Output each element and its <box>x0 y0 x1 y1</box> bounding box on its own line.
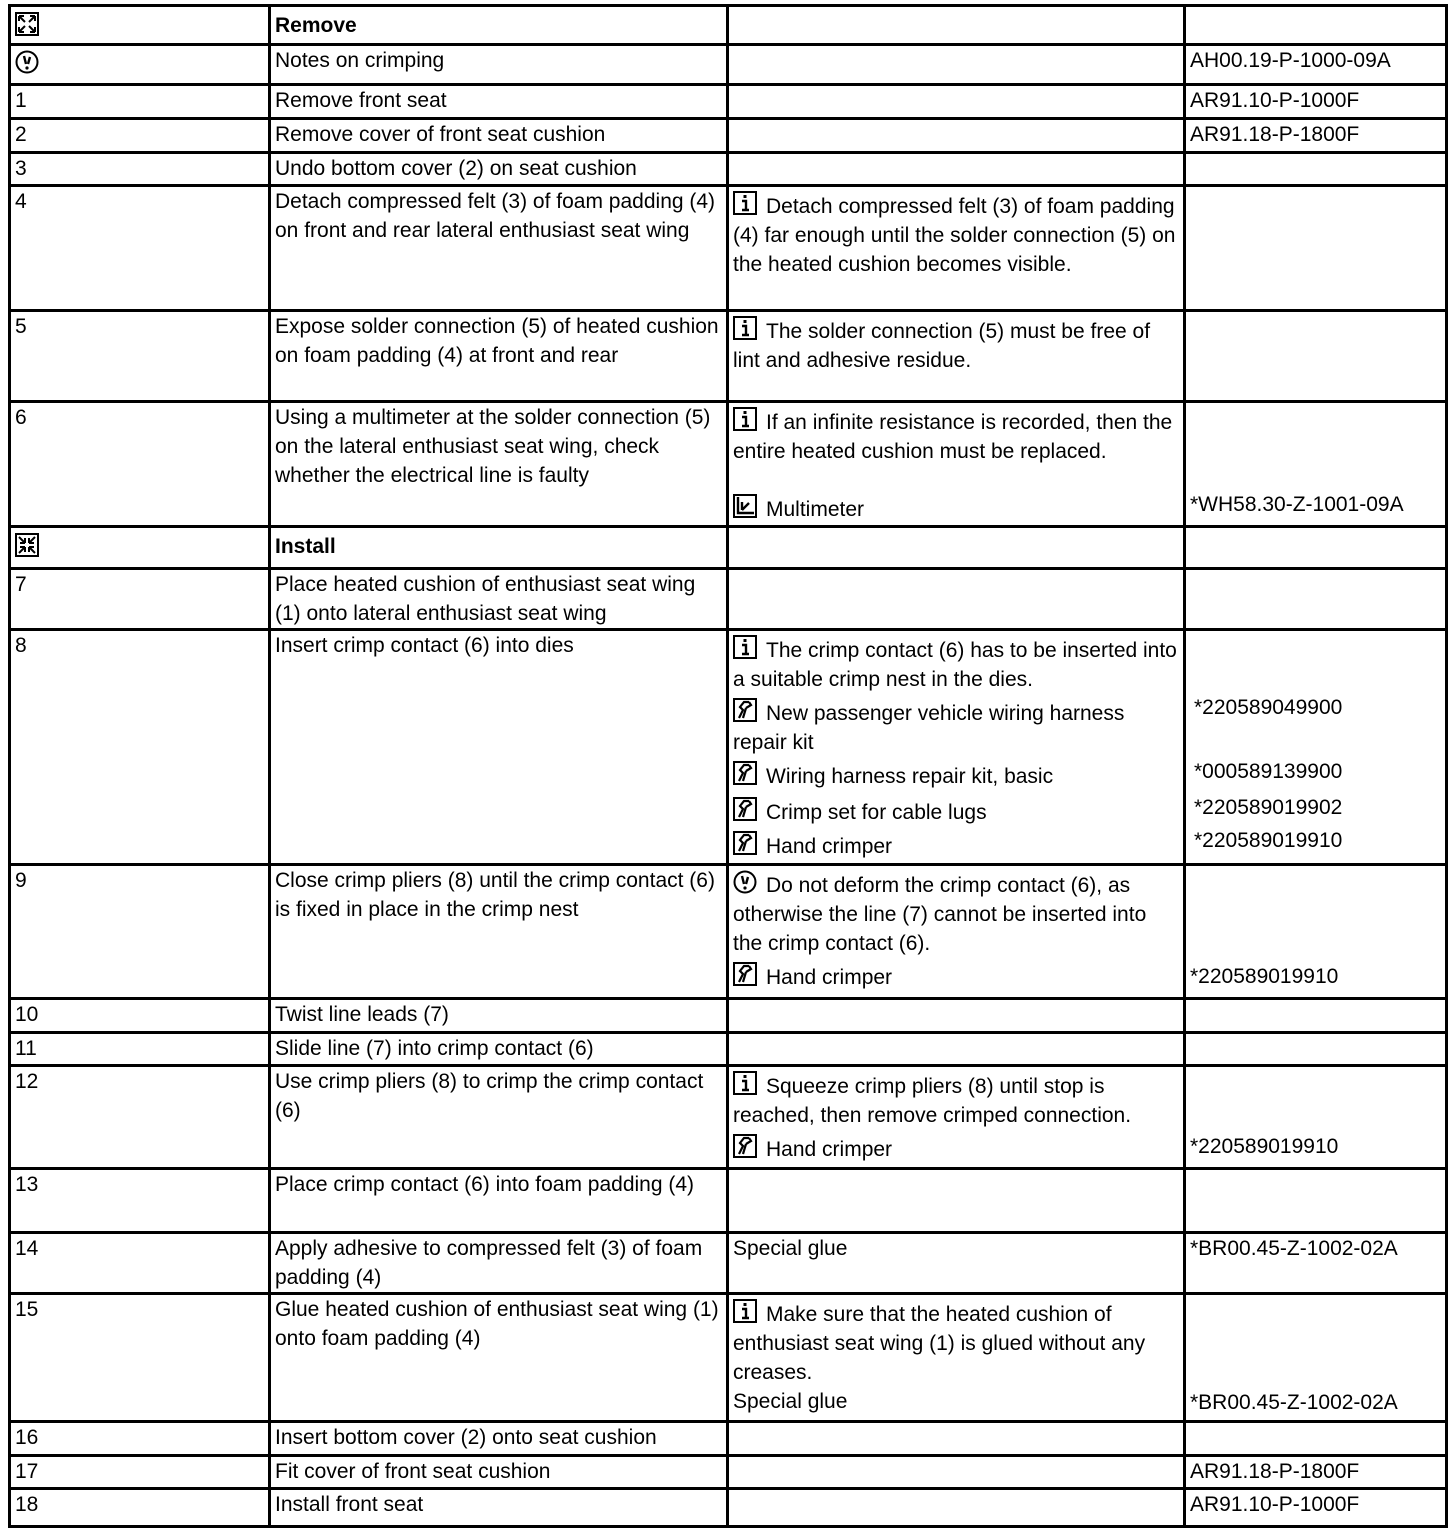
ref-cell <box>1185 1294 1447 1422</box>
note-text: Squeeze crimp pliers (8) until stop is reached, then remove crimped connection. <box>733 1075 1132 1127</box>
info-icon <box>733 1071 757 1095</box>
ref-cell <box>1185 402 1447 527</box>
tool-name: Crimp set for cable lugs <box>766 801 987 824</box>
step-number: 13 <box>10 1169 270 1233</box>
cell <box>728 1489 1185 1527</box>
ref-cell <box>1185 865 1447 999</box>
step-text: Remove cover of front seat cushion <box>270 119 728 153</box>
cell <box>1185 569 1447 630</box>
section-title-install: Install <box>270 527 728 569</box>
cell <box>728 1422 1185 1456</box>
table-row <box>10 1456 1447 1489</box>
step-text: Close crimp pliers (8) until the crimp contact (6) is fixed in place in the crimp nest <box>270 865 728 999</box>
table-row <box>10 119 1447 153</box>
cell <box>1185 527 1447 569</box>
info-icon <box>733 191 757 215</box>
remove-icon <box>15 12 39 36</box>
step-text: Apply adhesive to compressed felt (3) of foam padding (4) <box>270 1233 728 1294</box>
test-equipment-icon <box>733 494 757 518</box>
table-row <box>10 569 1447 630</box>
step-number: 11 <box>10 1033 270 1066</box>
step-number: 17 <box>10 1456 270 1489</box>
table-row <box>10 999 1447 1033</box>
cell <box>1185 311 1447 402</box>
tool-name: Hand crimper <box>766 835 893 858</box>
step-number: 1 <box>10 85 270 119</box>
reference-link[interactable]: *BR00.45-Z-1002-02A <box>1185 1233 1447 1294</box>
note-text: The solder connection (5) must be free of lint and adhesive residue. <box>733 320 1151 372</box>
install-icon <box>15 533 39 557</box>
step-number: 15 <box>10 1294 270 1422</box>
reference-link[interactable]: *220589019910 <box>1194 829 1343 852</box>
table-row <box>10 85 1447 119</box>
step-text: Using a multimeter at the solder connection (5) on the lateral enthusiast seat wing, check whether the electrical line is faulty <box>270 402 728 527</box>
material-name: Special glue <box>733 1390 848 1413</box>
step-text: Remove front seat <box>270 85 728 119</box>
step-text: Use crimp pliers (8) to crimp the crimp contact (6) <box>270 1066 728 1169</box>
tool-name: Multimeter <box>766 498 865 521</box>
cell <box>10 527 270 569</box>
step-text: Undo bottom cover (2) on seat cushion <box>270 153 728 186</box>
table-row <box>10 630 1447 865</box>
table-row <box>10 1489 1447 1527</box>
special-tool-icon <box>733 962 757 986</box>
cell <box>728 569 1185 630</box>
step-number: 8 <box>10 630 270 865</box>
info-icon <box>733 1299 757 1323</box>
table-row <box>10 311 1447 402</box>
step-text: Place crimp contact (6) into foam padding (4) <box>270 1169 728 1233</box>
tool-name: Hand crimper <box>766 966 893 989</box>
table-row <box>10 1169 1447 1233</box>
table-row <box>10 402 1447 527</box>
table-row <box>10 1033 1447 1066</box>
special-tool-icon <box>733 698 757 722</box>
reference-link[interactable]: AR91.10-P-1000F <box>1185 1489 1447 1527</box>
reference-link[interactable]: *BR00.45-Z-1002-02A <box>1190 1391 1398 1414</box>
special-tool-icon <box>733 797 757 821</box>
procedure-table <box>8 4 1448 1528</box>
cell <box>10 45 270 85</box>
step-number: 16 <box>10 1422 270 1456</box>
step-text: Slide line (7) into crimp contact (6) <box>270 1033 728 1066</box>
step-number: 6 <box>10 402 270 527</box>
material-name: Special glue <box>728 1233 1185 1294</box>
reference-link[interactable]: AR91.18-P-1800F <box>1185 1456 1447 1489</box>
reference-link[interactable]: AH00.19-P-1000-09A <box>1185 45 1447 85</box>
cell <box>728 119 1185 153</box>
step-text: Glue heated cushion of enthusiast seat wing (1) onto foam padding (4) <box>270 1294 728 1422</box>
info-icon <box>733 635 757 659</box>
step-number: 2 <box>10 119 270 153</box>
cell <box>728 6 1185 45</box>
reference-link[interactable]: *000589139900 <box>1194 760 1343 783</box>
step-text: Insert bottom cover (2) onto seat cushion <box>270 1422 728 1456</box>
step-number: 10 <box>10 999 270 1033</box>
step-text: Fit cover of front seat cushion <box>270 1456 728 1489</box>
warning-icon <box>15 50 39 74</box>
note-text: The crimp contact (6) has to be inserted into a suitable crimp nest in the dies. <box>733 639 1177 691</box>
step-text: Twist line leads (7) <box>270 999 728 1033</box>
section-title-remove: Remove <box>270 6 728 45</box>
warning-icon <box>733 870 757 894</box>
cell <box>728 999 1185 1033</box>
special-tool-icon <box>733 761 757 785</box>
tool-name: Wiring harness repair kit, basic <box>766 765 1054 788</box>
note-cell <box>728 1294 1185 1422</box>
note-cell <box>728 186 1185 311</box>
step-number: 3 <box>10 153 270 186</box>
warning-text: Do not deform the crimp contact (6), as otherwise the line (7) cannot be inserted into the crimp contact (6). <box>733 874 1147 955</box>
table-row <box>10 186 1447 311</box>
reference-link[interactable]: *220589019902 <box>1194 796 1343 819</box>
table-row <box>10 1233 1447 1294</box>
cell <box>1185 1422 1447 1456</box>
cell <box>1185 1169 1447 1233</box>
note-cell <box>728 630 1185 865</box>
cell <box>728 85 1185 119</box>
cell <box>1185 999 1447 1033</box>
step-text: Install front seat <box>270 1489 728 1527</box>
table-row <box>10 153 1447 186</box>
step-number: 12 <box>10 1066 270 1169</box>
table-row <box>10 1422 1447 1456</box>
table-row <box>10 45 1447 85</box>
ref-cell <box>1185 630 1447 865</box>
step-number: 5 <box>10 311 270 402</box>
cell <box>728 1033 1185 1066</box>
cell <box>1185 6 1447 45</box>
cell <box>728 1169 1185 1233</box>
note-cell <box>728 865 1185 999</box>
step-number: 18 <box>10 1489 270 1527</box>
step-number: 9 <box>10 865 270 999</box>
info-icon <box>733 316 757 340</box>
table-row <box>10 1294 1447 1422</box>
cell <box>728 153 1185 186</box>
step-text: Insert crimp contact (6) into dies <box>270 630 728 865</box>
cell <box>728 45 1185 85</box>
section-row-remove <box>10 6 1447 45</box>
table-row <box>10 865 1447 999</box>
reference-link[interactable]: *220589049900 <box>1194 696 1343 719</box>
note-cell <box>728 1066 1185 1169</box>
note-text: If an infinite resistance is recorded, then the entire heated cushion must be replaced. <box>733 411 1173 463</box>
table-row <box>10 1066 1447 1169</box>
step-text: Detach compressed felt (3) of foam padding (4) on front and rear lateral enthusiast seat wing <box>270 186 728 311</box>
reference-link[interactable]: AR91.18-P-1800F <box>1185 119 1447 153</box>
cell <box>1185 1033 1447 1066</box>
special-tool-icon <box>733 1134 757 1158</box>
note-cell <box>728 402 1185 527</box>
cell <box>1185 186 1447 311</box>
reference-link[interactable]: *220589019910 <box>1190 1135 1339 1158</box>
step-number: 14 <box>10 1233 270 1294</box>
info-icon <box>733 407 757 431</box>
note-cell <box>728 311 1185 402</box>
section-row-install <box>10 527 1447 569</box>
step-text: Place heated cushion of enthusiast seat wing (1) onto lateral enthusiast seat wing <box>270 569 728 630</box>
special-tool-icon <box>733 831 757 855</box>
step-text: Expose solder connection (5) of heated cushion on foam padding (4) at front and rear <box>270 311 728 402</box>
cell <box>10 6 270 45</box>
reference-link[interactable]: *WH58.30-Z-1001-09A <box>1190 493 1404 516</box>
note-text: Detach compressed felt (3) of foam padding (4) far enough until the solder connection (5) on the heated cushion becomes visible. <box>733 195 1176 276</box>
cell <box>728 527 1185 569</box>
reference-link[interactable]: *220589019910 <box>1190 965 1339 988</box>
note-text: Make sure that the heated cushion of enthusiast seat wing (1) is glued without any creases. <box>733 1303 1146 1384</box>
step-number: 4 <box>10 186 270 311</box>
ref-cell <box>1185 1066 1447 1169</box>
reference-link[interactable]: AR91.10-P-1000F <box>1185 85 1447 119</box>
tool-name: New passenger vehicle wiring harness repair kit <box>733 702 1125 754</box>
cell <box>1185 153 1447 186</box>
step-number: 7 <box>10 569 270 630</box>
step-text: Notes on crimping <box>270 45 728 85</box>
cell <box>728 1456 1185 1489</box>
tool-name: Hand crimper <box>766 1138 893 1161</box>
